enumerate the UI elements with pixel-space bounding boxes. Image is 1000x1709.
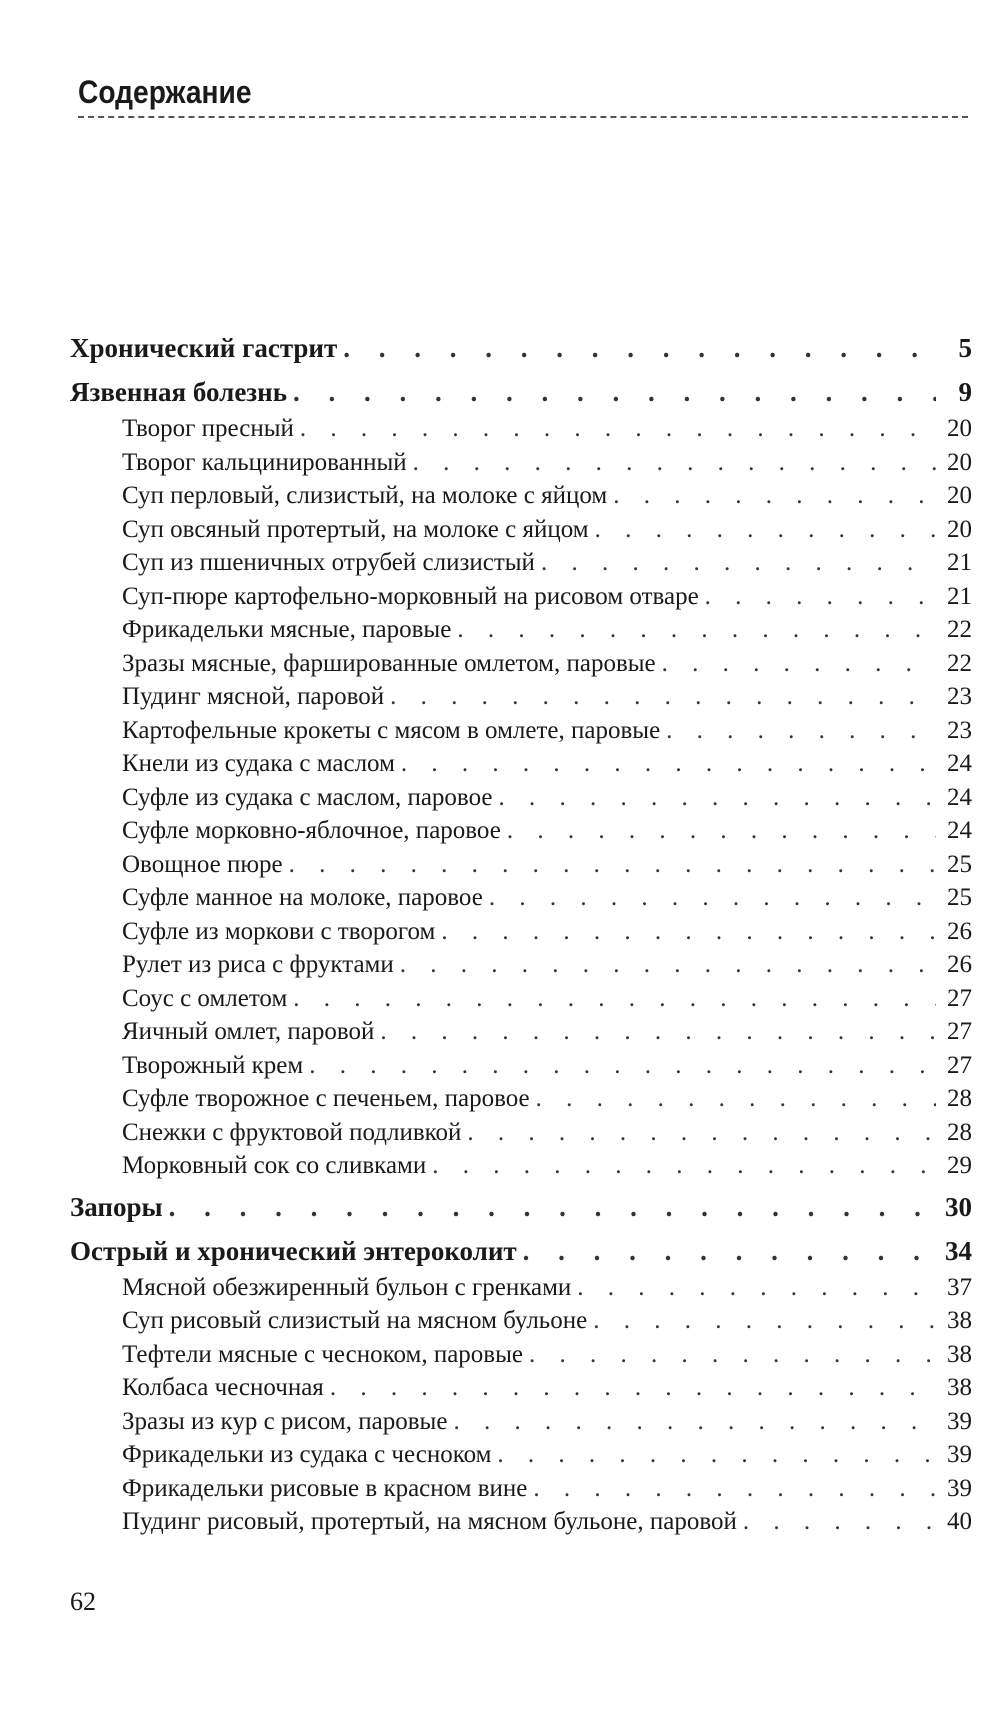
dot-leader bbox=[293, 372, 936, 412]
toc-entry bbox=[70, 1049, 972, 1083]
toc-section bbox=[70, 1187, 972, 1227]
toc-entry-label: Суфле творожное с печеньем, паровое bbox=[122, 1085, 530, 1112]
toc-entry-page: 28 bbox=[947, 1118, 972, 1146]
toc-entry bbox=[70, 1304, 972, 1338]
toc-entry-label: Зразы из кур с рисом, паровые bbox=[122, 1407, 448, 1435]
toc-entry bbox=[70, 1371, 972, 1405]
dot-leader bbox=[743, 1505, 936, 1539]
dot-leader bbox=[401, 747, 936, 781]
toc-entry-label: Снежки с фруктовой подливкой bbox=[122, 1118, 462, 1146]
toc-entry-label: Кнели из судака с маслом bbox=[122, 750, 395, 777]
dot-leader bbox=[507, 814, 936, 848]
toc-entry-page: 21 bbox=[947, 549, 972, 576]
toc-entry bbox=[70, 1116, 972, 1150]
toc-entry bbox=[70, 680, 972, 714]
dot-leader bbox=[390, 680, 936, 714]
toc-entry bbox=[70, 781, 972, 815]
toc-entry-page: 26 bbox=[947, 917, 972, 945]
toc-entry bbox=[70, 881, 972, 915]
toc-entry bbox=[70, 1271, 972, 1305]
toc-entry bbox=[70, 1405, 972, 1439]
toc-entry bbox=[70, 613, 972, 647]
toc-entry-page: 27 bbox=[947, 1018, 972, 1045]
toc-section bbox=[70, 372, 972, 412]
toc-entry-page: 20 bbox=[947, 448, 972, 476]
dot-leader bbox=[533, 1472, 936, 1506]
toc-entry-label: Суп рисовый слизистый на мясном бульоне bbox=[122, 1307, 588, 1334]
toc-entry-label: Суфле морковно-яблочное, паровое bbox=[122, 817, 501, 844]
dot-leader bbox=[536, 1082, 936, 1116]
dot-leader bbox=[498, 781, 936, 815]
dot-leader bbox=[441, 915, 936, 949]
toc-entry-page: 5 bbox=[958, 333, 972, 363]
toc-entry bbox=[70, 446, 972, 480]
toc-entry bbox=[70, 848, 972, 882]
table-of-contents bbox=[70, 328, 972, 1539]
toc-entry bbox=[70, 580, 972, 614]
toc-entry-label: Колбаса чесночная bbox=[122, 1374, 324, 1401]
toc-entry bbox=[70, 546, 972, 580]
dot-leader bbox=[595, 513, 936, 547]
toc-section bbox=[70, 328, 972, 368]
page-title: Содержание bbox=[78, 74, 252, 110]
toc-entry-label: Творожный крем bbox=[122, 1051, 304, 1079]
toc-entry-label: Морковный сок со сливками bbox=[122, 1152, 427, 1179]
toc-entry-page: 38 bbox=[947, 1307, 972, 1334]
toc-entry-page: 20 bbox=[947, 515, 972, 543]
dot-leader bbox=[529, 1338, 936, 1372]
toc-entry-label: Картофельные крокеты с мясом в омлете, паровые bbox=[122, 716, 661, 744]
dot-leader bbox=[289, 848, 936, 882]
toc-entry-label: Мясной обезжиренный бульон с гренками bbox=[122, 1273, 572, 1301]
dot-leader bbox=[593, 1304, 936, 1338]
toc-entry bbox=[70, 1015, 972, 1049]
toc-entry-label: Суфле из моркови с творогом bbox=[122, 917, 436, 945]
toc-entry-page: 30 bbox=[945, 1191, 972, 1222]
toc-entry-label: Тефтели мясные с чесноком, паровые bbox=[122, 1340, 523, 1368]
toc-entry-page: 20 bbox=[947, 482, 972, 509]
toc-entry bbox=[70, 479, 972, 513]
toc-entry bbox=[70, 1149, 972, 1183]
toc-entry-page: 26 bbox=[947, 951, 972, 978]
toc-entry-page: 9 bbox=[958, 377, 972, 407]
toc-entry-page: 23 bbox=[947, 683, 972, 710]
toc-entry-label: Творог пресный bbox=[122, 415, 294, 442]
toc-entry-label: Пудинг рисовый, протертый, на мясном бульоне, паровой bbox=[122, 1508, 737, 1535]
toc-entry-page: 39 bbox=[947, 1441, 972, 1468]
dot-leader bbox=[497, 1438, 936, 1472]
dot-leader bbox=[413, 446, 936, 480]
toc-entry bbox=[70, 513, 972, 547]
toc-entry-page: 28 bbox=[947, 1085, 972, 1112]
toc-entry-page: 27 bbox=[947, 1051, 972, 1079]
toc-entry-page: 38 bbox=[947, 1374, 972, 1401]
dot-leader bbox=[467, 1116, 936, 1150]
toc-entry-label: Зразы мясные, фаршированные омлетом, паровые bbox=[122, 649, 656, 677]
dot-leader bbox=[662, 647, 936, 681]
toc-entry-page: 21 bbox=[947, 582, 972, 610]
toc-entry bbox=[70, 714, 972, 748]
toc-entry bbox=[70, 747, 972, 781]
toc-entry-label: Запоры bbox=[70, 1191, 163, 1222]
toc-entry-page: 25 bbox=[947, 850, 972, 878]
toc-entry-label: Рулет из риса с фруктами bbox=[122, 951, 394, 978]
dot-leader bbox=[577, 1271, 936, 1305]
toc-entry-label: Фрикадельки рисовые в красном вине bbox=[122, 1474, 528, 1502]
dot-leader bbox=[309, 1049, 936, 1083]
dot-leader bbox=[705, 580, 936, 614]
page-number: 62 bbox=[70, 1587, 96, 1616]
toc-entry-label: Соус с омлетом bbox=[122, 984, 288, 1012]
dot-leader bbox=[666, 714, 936, 748]
toc-entry-label: Язвенная болезнь bbox=[70, 377, 287, 407]
toc-entry-page: 29 bbox=[947, 1152, 972, 1179]
dot-leader bbox=[523, 1231, 936, 1271]
toc-entry-label: Фрикадельки из судака с чесноком bbox=[122, 1441, 492, 1468]
toc-entry-label: Суфле манное на молоке, паровое bbox=[122, 884, 483, 911]
toc-entry bbox=[70, 814, 972, 848]
toc-entry-page: 22 bbox=[947, 616, 972, 643]
dot-leader bbox=[330, 1371, 936, 1405]
dot-leader bbox=[613, 479, 936, 513]
toc-entry-page: 24 bbox=[947, 817, 972, 844]
dot-leader bbox=[541, 546, 936, 580]
toc-entry-label: Фрикадельки мясные, паровые bbox=[122, 616, 452, 643]
dot-leader bbox=[457, 613, 936, 647]
toc-entry bbox=[70, 982, 972, 1016]
dot-leader bbox=[380, 1015, 936, 1049]
toc-entry-label: Яичный омлет, паровой bbox=[122, 1018, 375, 1045]
toc-entry bbox=[70, 1082, 972, 1116]
toc-entry-page: 20 bbox=[947, 415, 972, 442]
toc-entry-page: 23 bbox=[947, 716, 972, 744]
toc-entry-label: Суп перловый, слизистый, на молоке с яйцом bbox=[122, 482, 608, 509]
toc-entry-label: Пудинг мясной, паровой bbox=[122, 683, 385, 710]
dot-leader bbox=[453, 1405, 936, 1439]
toc-entry-label: Суп-пюре картофельно-морковный на рисовом отваре bbox=[122, 582, 699, 610]
dot-leader bbox=[400, 948, 936, 982]
toc-entry-page: 39 bbox=[947, 1407, 972, 1435]
toc-entry-label: Овощное пюре bbox=[122, 850, 283, 878]
toc-entry bbox=[70, 647, 972, 681]
toc-entry-page: 27 bbox=[947, 984, 972, 1012]
toc-entry-page: 25 bbox=[947, 884, 972, 911]
toc-entry-label: Острый и хронический энтероколит bbox=[70, 1235, 517, 1266]
toc-entry-page: 24 bbox=[947, 783, 972, 811]
toc-entry-page: 39 bbox=[947, 1474, 972, 1502]
toc-entry bbox=[70, 1472, 972, 1506]
toc-entry-page: 22 bbox=[947, 649, 972, 677]
toc-entry bbox=[70, 1505, 972, 1539]
toc-entry bbox=[70, 1338, 972, 1372]
toc-entry bbox=[70, 915, 972, 949]
toc-entry-page: 37 bbox=[947, 1273, 972, 1301]
toc-entry-label: Суп из пшеничных отрубей слизистый bbox=[122, 549, 535, 576]
dot-leader bbox=[489, 881, 936, 915]
title-rule bbox=[78, 116, 968, 118]
toc-entry bbox=[70, 1438, 972, 1472]
toc-entry-label: Суп овсяный протертый, на молоке с яйцом bbox=[122, 515, 589, 543]
toc-entry bbox=[70, 948, 972, 982]
dot-leader bbox=[293, 982, 936, 1016]
toc-entry-page: 40 bbox=[947, 1508, 972, 1535]
dot-leader bbox=[300, 412, 936, 446]
toc-entry-label: Хронический гастрит bbox=[70, 333, 338, 363]
toc-entry bbox=[70, 412, 972, 446]
toc-section bbox=[70, 1231, 972, 1271]
toc-entry-page: 38 bbox=[947, 1340, 972, 1368]
dot-leader bbox=[169, 1187, 936, 1227]
dot-leader bbox=[343, 328, 936, 368]
toc-entry-label: Суфле из судака с маслом, паровое bbox=[122, 783, 493, 811]
dot-leader bbox=[432, 1149, 936, 1183]
toc-entry-page: 24 bbox=[947, 750, 972, 777]
toc-entry-page: 34 bbox=[945, 1235, 972, 1266]
toc-entry-label: Творог кальцинированный bbox=[122, 448, 407, 476]
